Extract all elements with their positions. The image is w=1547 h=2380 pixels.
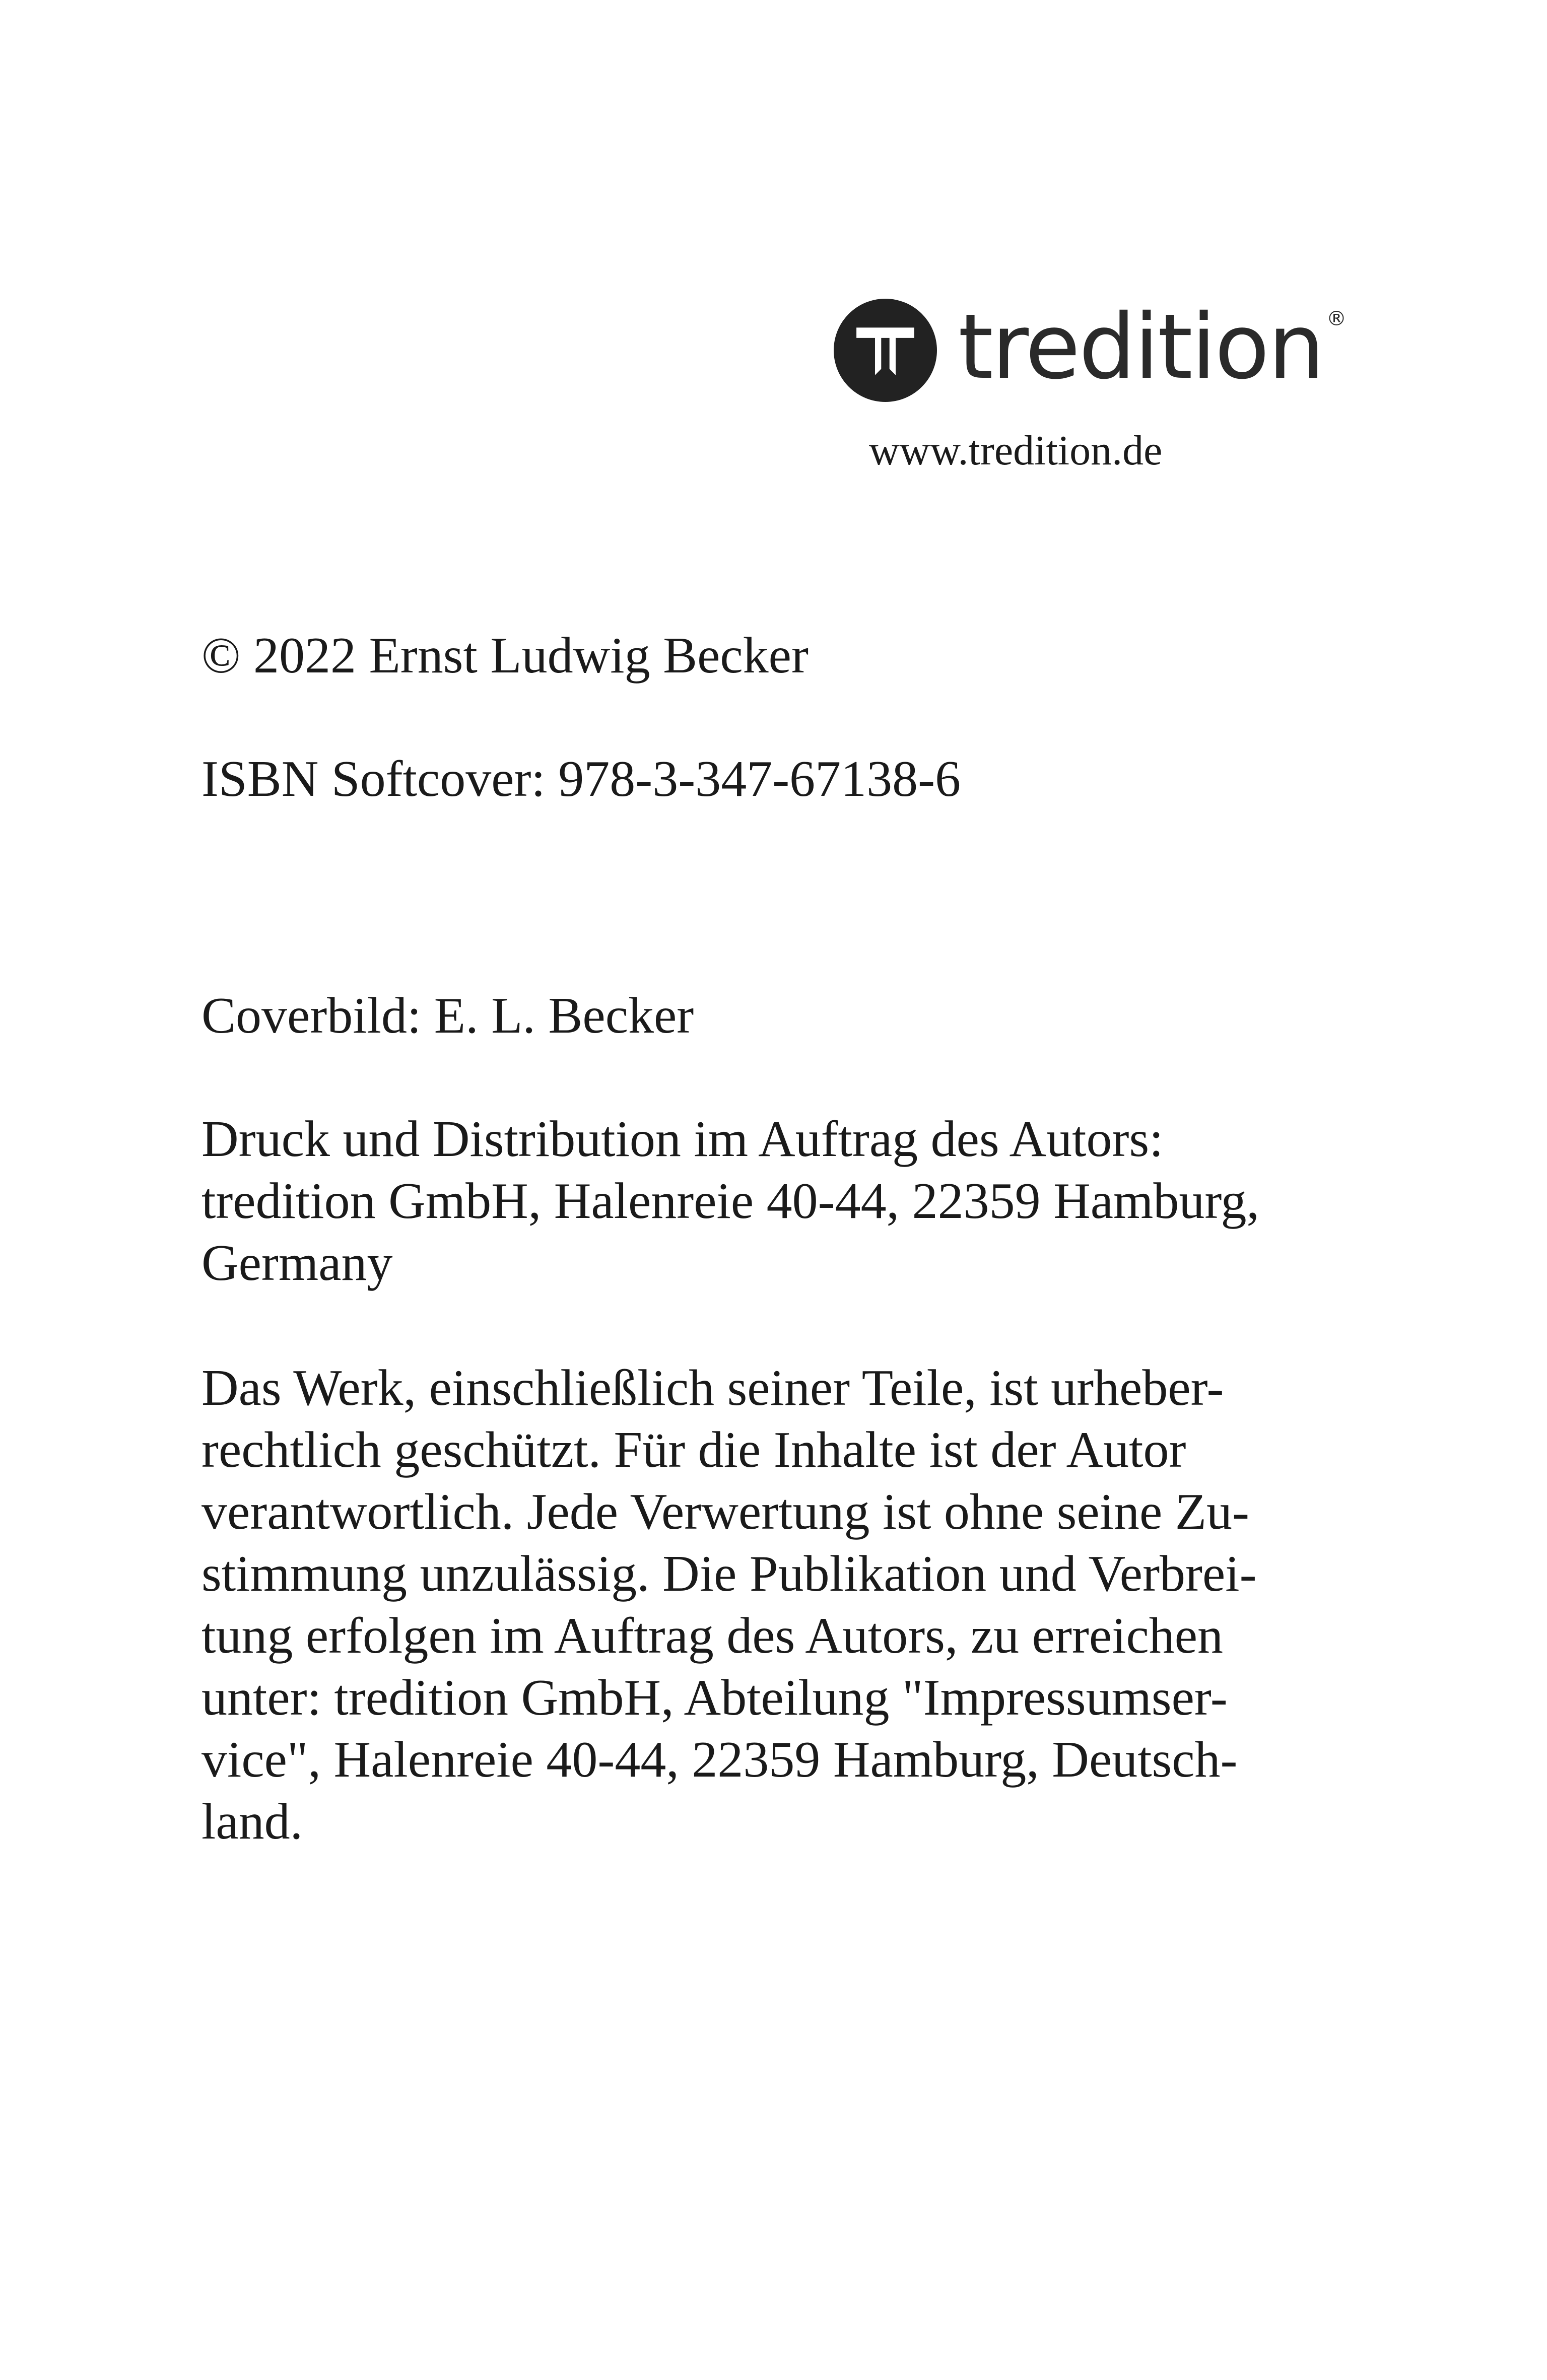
print-distribution-paragraph [201, 1108, 1259, 1294]
paragraph-line: Druck und Distribution im Auftrag des Autors: [201, 1111, 1164, 1168]
paragraph-line: land. [201, 1793, 303, 1850]
paragraph-line: stimmung unzulässig. Die Publikation und Verbrei- [201, 1545, 1257, 1602]
paragraph-line: tredition GmbH, Halenreie 40-44, 22359 Hamburg, [201, 1173, 1260, 1230]
publisher-logo [834, 297, 1347, 403]
logo-wordmark: tredition [958, 295, 1323, 399]
tredition-t-logo-icon [834, 299, 937, 402]
isbn-line: ISBN Softcover: 978-3-347-67138-6 [201, 751, 961, 807]
paragraph-line: unter: tredition GmbH, Abteilung "Impressumser- [201, 1669, 1228, 1726]
registered-mark: ® [1326, 307, 1347, 330]
paragraph-line: vice", Halenreie 40-44, 22359 Hamburg, Deutsch- [201, 1731, 1238, 1788]
copyright-paragraph [201, 1357, 1257, 1853]
paragraph-line: verantwortlich. Jede Verwertung ist ohne seine Zu- [201, 1483, 1249, 1540]
paragraph-line: rechtlich geschützt. Für die Inhalte ist der Autor [201, 1421, 1186, 1478]
copyright-notice: © 2022 Ernst Ludwig Becker [201, 627, 809, 684]
paragraph-line: Germany [201, 1235, 393, 1291]
publisher-website: www.tredition.de [869, 427, 1163, 474]
paragraph-line: Das Werk, einschließlich seiner Teile, ist urheber- [201, 1359, 1224, 1416]
cover-credit: Coverbild: E. L. Becker [201, 987, 694, 1044]
paragraph-line: tung erfolgen im Auftrag des Autors, zu erreichen [201, 1607, 1224, 1664]
